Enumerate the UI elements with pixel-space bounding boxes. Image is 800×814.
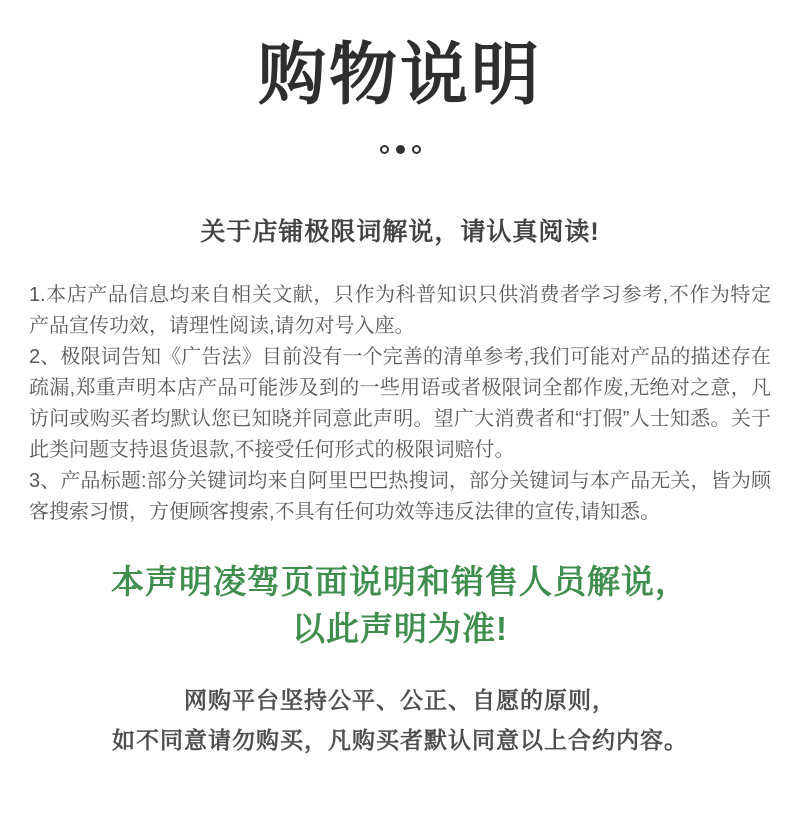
disclaimer-paragraph-3: 3、产品标题:部分关键词均来自阿里巴巴热搜词，部分关键词与本产品无关，皆为顾客搜索习惯，方便顾客搜索,不具有任何功效等违反法律的宣传,请知悉。 [29, 470, 771, 524]
section-subtitle: 关于店铺极限词解说，请认真阅读! [200, 218, 600, 247]
carousel-dots [0, 145, 800, 154]
page-title: 购物说明 [257, 37, 542, 113]
carousel-dot-1[interactable] [380, 145, 389, 154]
footer-note [0, 680, 800, 760]
green-statement-line-1: 本声明凌驾页面说明和销售人员解说， [111, 563, 689, 601]
carousel-dot-2[interactable] [396, 145, 405, 154]
disclaimer-paragraph-1: 1.本店产品信息均来自相关文献，只作为科普知识只供消费者学习参考,不作为特定产品宣传功效，请理性阅读,请勿对号入座。 [29, 284, 771, 338]
disclaimer-text-block [0, 280, 800, 528]
footer-note-line-2: 如不同意请勿购买，凡购买者默认同意以上合约内容。 [112, 727, 688, 754]
green-statement [0, 558, 800, 652]
footer-note-line-1: 网购平台坚持公平、公正、自愿的原则， [184, 687, 616, 714]
disclaimer-paragraph-2: 2、极限词告知《广告法》目前没有一个完善的清单参考,我们可能对产品的描述存在疏漏,郑重声明本店产品可能涉及到的一些用语或者极限词全都作废,无绝对之意，凡访问或购买者均默认您已知晓并同意此声明。望广大消费者和“打假”人士知悉。关于此类问题支持退货退款,不接受任何形式的极限词赔付。 [29, 346, 771, 462]
carousel-dot-3[interactable] [412, 145, 421, 154]
green-statement-line-2: 以此声明为准! [292, 610, 508, 648]
